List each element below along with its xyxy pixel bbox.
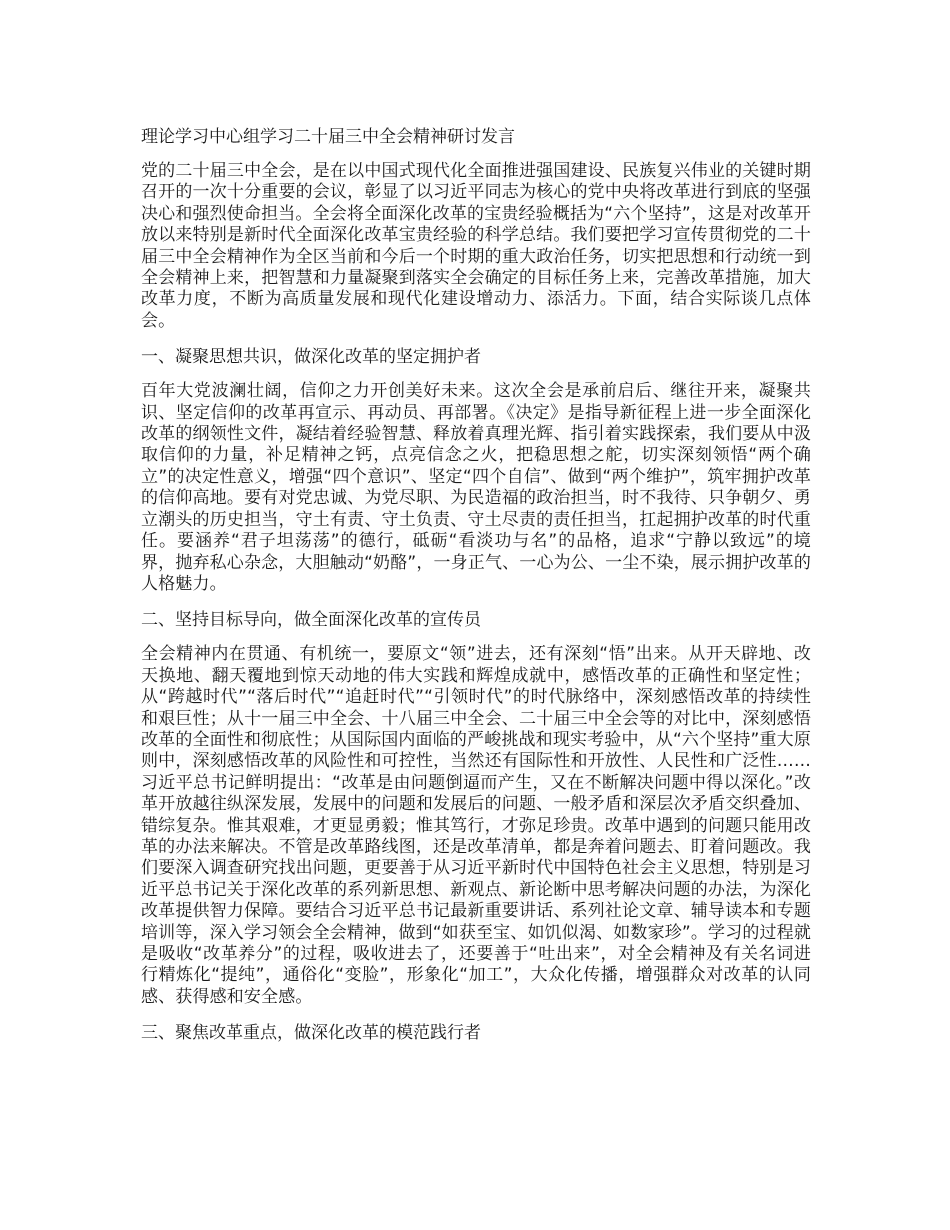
document-body [141,124,811,1057]
document-title: 理论学习中心组学习二十届三中全会精神研讨发言 [141,127,515,147]
section-2-paragraph: 全会精神内在贯通、有机统一，要原文“领”进去，还有深刻“悟”出来。从开天辟地、改天换地、翻天覆地到惊天动地的伟大实践和辉煌成就中，感悟改革的正确性和坚定性；从“跨越时代”“落后时代”“追赶时代”“引领时代”的时代脉络中，深刻感悟改革的持续性和艰巨性；从十一届三中全会、十八届三中全会、二十届三中全会等的对比中，深刻感悟改革的全面性和彻底性；从国际国内面临的严峻挑战和现实考验中，从“六个坚持”重大原则中，深刻感悟改革的风险性和可控性，当然还有国际性和开放性、人民性和广泛性……习近平总书记鲜明提出：“改革是由问题倒逼而产生，又在不断解决问题中得以深化。”改革开放越往纵深发展，发展中的问题和发展后的问题、一般矛盾和深层次矛盾交织叠加、错综复杂。惟其艰难，才更显勇毅；惟其笃行，才弥足珍贵。改革中遇到的问题只能用改革的办法来解决。不管是改革路线图，还是改革清单，都是奔着问题去、盯着问题改。我们要深入调查研究找出问题，更要善于从习近平新时代中国特色社会主义思想，特别是习近平总书记关于深化改革的系列新思想、新观点、新论断中思考解决问题的办法，为深化改革提供智力保障。要结合习近平总书记最新重要讲话、系列社论文章、辅导读本和专题培训等，深入学习领会全会精神，做到“如获至宝、如饥似渴、如数家珍”。学习的过程就是吸收“改革养分”的过程，吸收进去了，还要善于“吐出来”，对全会精神及有关名词进行精炼化“提纯”，通俗化“变脸”，形象化“加工”，大众化传播，增强群众对改革的认同感、获得感和安全感。 [141,644,811,1007]
section-1-heading: 一、凝聚思想共识，做深化改革的坚定拥护者 [141,347,481,368]
section-1-paragraph: 百年大党波澜壮阔，信仰之力开创美好未来。这次全会是承前启后、继往开来，凝聚共识、坚定信仰的改革再宣示、再动员、再部署。《决定》是指导新征程上进一步全面深化改革的纲领性文件，凝结着经验智慧、释放着真理光辉、指引着实践探索，我们要从中汲取信仰的力量，补足精神之钙，点亮信念之火，把稳思想之舵，切实深刻领悟“两个确立”的决定性意义，增强“四个意识”、坚定“四个自信”、做到“两个维护”，筑牢拥护改革的信仰高地。要有对党忠诚、为党尽职、为民造福的政治担当，时不我待、只争朝夕、勇立潮头的历史担当，守土有责、守土负责、守土尽责的责任担当，扛起拥护改革的时代重任。要涵养“君子坦荡荡”的德行，砥砺“看淡功与名”的品格，追求“宁静以致远”的境界，抛弃私心杂念，大胆触动“奶酪”，一身正气、一心为公、一尘不染，展示拥护改革的人格魅力。 [141,381,811,594]
intro-paragraph: 党的二十届三中全会，是在以中国式现代化全面推进强国建设、民族复兴伟业的关键时期召开的一次十分重要的会议，彰显了以习近平同志为核心的党中央将改革进行到底的坚强决心和强烈使命担当。全会将全面深化改革的宝贵经验概括为“六个坚持”，这是对改革开放以来特别是新时代全面深化改革宝贵经验的科学总结。我们要把学习宣传贯彻党的二十届三中全会精神作为全区当前和今后一个时期的重大政治任务，切实把思想和行动统一到全会精神上来，把智慧和力量凝聚到落实全会确定的目标任务上来，完善改革措施，加大改革力度，不断为高质量发展和现代化建设增动力、添活力。下面，结合实际谈几点体会。 [141,161,811,331]
section-3-heading: 三、聚焦改革重点，做深化改革的模范践行者 [141,1023,481,1044]
section-2-heading: 二、坚持目标导向，做全面深化改革的宣传员 [141,610,481,631]
